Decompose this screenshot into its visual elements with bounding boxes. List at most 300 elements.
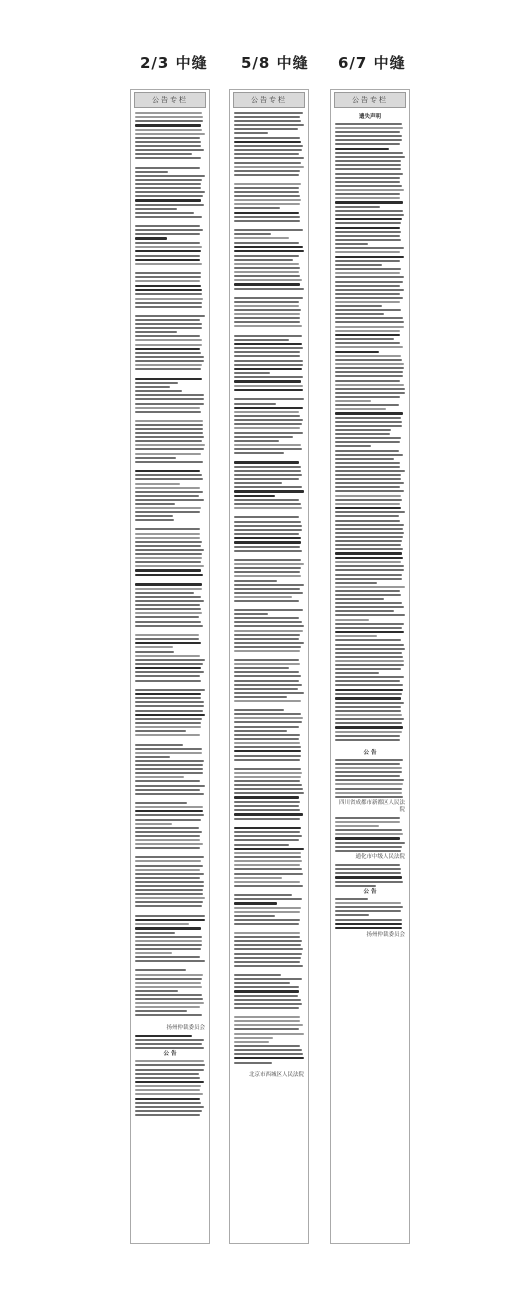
text-line: [135, 298, 203, 300]
text-line: [335, 714, 402, 716]
text-line: [234, 852, 301, 854]
text-line: [234, 1024, 303, 1026]
text-line: [135, 1110, 202, 1112]
text-line: [135, 171, 168, 173]
text-line: [135, 948, 201, 950]
text-line: [135, 881, 204, 883]
notice-text-block: [230, 110, 308, 1084]
text-line: [135, 600, 204, 602]
text-line: [335, 375, 403, 377]
text-line: [135, 289, 202, 291]
text-line: [335, 490, 404, 492]
text-line: [135, 588, 202, 590]
text-line: [234, 246, 303, 248]
text-line: [234, 207, 280, 209]
text-line: [234, 675, 301, 677]
text-line: [234, 436, 293, 438]
text-line: [335, 256, 404, 258]
text-line: [135, 697, 201, 699]
text-line: [335, 239, 401, 241]
text-line: [335, 515, 399, 517]
text-line: [335, 557, 403, 559]
notice-text-block: [331, 110, 409, 944]
text-line: [234, 525, 302, 527]
text-line: [135, 608, 201, 610]
text-line: [135, 293, 202, 295]
text-line: [135, 420, 203, 422]
text-line: [335, 384, 404, 386]
text-line: [234, 203, 300, 205]
text-line: [335, 251, 400, 253]
text-line: [234, 659, 299, 661]
text-line: [234, 478, 299, 480]
text-line: [234, 423, 302, 425]
text-line: [335, 652, 402, 654]
text-line: [335, 470, 405, 472]
text-line: [135, 179, 202, 181]
text-line: [335, 454, 403, 456]
text-line: [234, 567, 301, 569]
text-line: [135, 565, 204, 567]
text-line: [135, 756, 170, 758]
text-line: [335, 850, 401, 852]
text-line: [234, 617, 299, 619]
text-line: [234, 427, 300, 429]
column-title-2-3: 2/3 中缝: [140, 54, 208, 72]
text-line: [335, 565, 404, 567]
text-line: [234, 170, 300, 172]
text-line: [234, 461, 299, 463]
text-line: [234, 944, 301, 946]
text-line: [335, 177, 400, 179]
text-line: [135, 612, 202, 614]
text-line: [335, 590, 400, 592]
text-line: [335, 927, 402, 929]
text-line: [135, 919, 205, 921]
text-line: [135, 1064, 205, 1066]
text-line: [135, 327, 202, 329]
text-line: [135, 819, 201, 821]
text-line: [335, 656, 403, 658]
text-line: [335, 846, 402, 848]
text-line: [335, 648, 405, 650]
text-line: [234, 734, 300, 736]
text-line: [135, 616, 199, 618]
text-line: [135, 557, 202, 559]
signer-label: 北京市西城区人民法院: [248, 1071, 304, 1078]
text-line: [135, 157, 201, 159]
text-line: [135, 634, 199, 636]
text-line: [234, 183, 301, 185]
text-line: [335, 131, 400, 133]
text-line: [234, 953, 302, 955]
text-line: [234, 563, 304, 565]
notice-header: 公告专栏: [134, 92, 206, 108]
text-line: [335, 458, 394, 460]
text-line: [135, 382, 178, 384]
text-line: [335, 474, 401, 476]
text-line: [135, 411, 201, 413]
text-line: [335, 759, 403, 761]
text-line: [335, 503, 400, 505]
text-line: [234, 792, 304, 794]
text-line: [234, 630, 303, 632]
text-line: [234, 692, 304, 694]
text-line: [234, 339, 289, 341]
text-line: [234, 499, 299, 501]
text-line: [335, 623, 404, 625]
text-line: [234, 746, 301, 748]
text-line: [135, 229, 203, 231]
text-line: [135, 315, 205, 317]
text-line: [234, 521, 301, 523]
text-line: [135, 470, 200, 472]
notice-title: 公 告: [163, 1051, 177, 1058]
text-line: [135, 877, 200, 879]
text-line: [234, 788, 303, 790]
text-line: [234, 948, 303, 950]
text-line: [335, 644, 404, 646]
text-line: [135, 364, 202, 366]
text-line: [135, 823, 172, 825]
text-line: [335, 520, 400, 522]
text-line: [234, 688, 298, 690]
text-line: [135, 499, 204, 501]
text-line: [234, 609, 303, 611]
text-line: [234, 873, 303, 875]
text-line: [135, 776, 184, 778]
text-line: [335, 697, 401, 699]
text-line: [135, 453, 201, 455]
text-line: [335, 260, 400, 262]
text-line: [335, 201, 403, 203]
text-line: [335, 864, 400, 866]
text-line: [135, 843, 203, 845]
text-line: [234, 1037, 273, 1039]
text-line: [135, 116, 203, 118]
text-line: [234, 588, 300, 590]
text-line: [335, 532, 404, 534]
text-line: [135, 195, 203, 197]
text-line: [234, 634, 300, 636]
text-line: [135, 1102, 201, 1104]
text-line: [135, 175, 205, 177]
text-line: [135, 545, 201, 547]
text-line: [234, 818, 300, 820]
text-line: [135, 272, 201, 274]
text-line: [135, 701, 204, 703]
text-line: [234, 516, 299, 518]
text-line: [135, 216, 202, 218]
text-line: [135, 533, 200, 535]
text-line: [335, 148, 389, 150]
text-line: [234, 750, 301, 752]
text-line: [234, 199, 301, 201]
text-line: [135, 705, 204, 707]
text-line: [335, 783, 403, 785]
text-line: [335, 450, 399, 452]
text-line: [234, 212, 299, 214]
text-line: [335, 639, 401, 641]
text-line: [135, 487, 200, 489]
text-line: [135, 444, 205, 446]
text-line: [135, 448, 204, 450]
text-line: [234, 902, 277, 904]
text-line: [135, 764, 203, 766]
text-line: [234, 166, 304, 168]
text-line: [335, 552, 402, 554]
text-line: [234, 301, 299, 303]
text-line: [335, 668, 401, 670]
text-line: [234, 1045, 300, 1047]
text-line: [234, 848, 304, 850]
text-line: [335, 305, 382, 307]
text-line: [335, 404, 399, 406]
text-line: [234, 696, 287, 698]
text-line: [234, 486, 302, 488]
text-line: [234, 613, 268, 615]
text-line: [135, 768, 203, 770]
text-line: [335, 342, 400, 344]
text-line: [135, 112, 202, 114]
text-line: [335, 181, 400, 183]
text-line: [234, 1028, 299, 1030]
text-line: [135, 651, 174, 653]
text-line: [335, 825, 379, 827]
text-line: [234, 174, 299, 176]
text-line: [335, 264, 382, 266]
text-line: [135, 1035, 192, 1037]
text-line: [135, 237, 167, 239]
text-line: [135, 927, 201, 929]
text-line: [135, 167, 200, 169]
text-line: [135, 390, 182, 392]
text-line: [335, 578, 402, 580]
text-line: [335, 243, 368, 245]
text-line: [234, 742, 300, 744]
text-line: [135, 734, 200, 736]
text-line: [234, 432, 303, 434]
text-line: [135, 944, 202, 946]
text-line: [335, 160, 401, 162]
text-line: [135, 680, 201, 682]
text-line: [335, 872, 401, 874]
text-line: [335, 881, 403, 883]
text-line: [234, 709, 284, 711]
text-line: [335, 627, 402, 629]
text-line: [135, 1060, 204, 1062]
text-line: [135, 940, 202, 942]
text-line: [135, 398, 204, 400]
text-line: [234, 153, 299, 155]
text-line: [234, 796, 299, 798]
text-line: [135, 263, 202, 265]
text-line: [135, 360, 204, 362]
text-line: [335, 425, 402, 427]
text-line: [135, 378, 202, 380]
text-line: [135, 187, 201, 189]
text-line: [135, 802, 187, 804]
text-line: [135, 137, 200, 139]
text-line: [234, 288, 304, 290]
text-line: [234, 961, 300, 963]
text-line: [135, 549, 204, 551]
text-line: [135, 936, 202, 938]
text-line: [135, 461, 203, 463]
text-line: [234, 275, 300, 277]
text-line: [234, 1041, 269, 1043]
text-line: [135, 1098, 200, 1100]
text-line: [335, 767, 402, 769]
text-line: [135, 675, 200, 677]
text-line: [234, 663, 300, 665]
text-line: [135, 663, 203, 665]
text-line: [234, 844, 289, 846]
text-line: [335, 363, 404, 365]
text-line: [135, 793, 204, 795]
text-line: [234, 877, 282, 879]
text-line: [335, 710, 401, 712]
text-line: [135, 646, 173, 648]
text-line: [335, 495, 401, 497]
text-line: [335, 247, 404, 249]
text-line: [234, 911, 300, 913]
text-line: [135, 440, 202, 442]
text-line: [234, 368, 302, 370]
text-line: [135, 814, 204, 816]
text-line: [135, 960, 205, 962]
text-line: [234, 856, 301, 858]
text-line: [335, 210, 403, 212]
text-line: [335, 660, 404, 662]
text-line: [234, 713, 301, 715]
text-line: [135, 352, 201, 354]
notice-header: 公告专栏: [233, 92, 305, 108]
text-line: [335, 548, 403, 550]
text-line: [335, 664, 404, 666]
text-line: [335, 297, 403, 299]
text-line: [335, 763, 400, 765]
text-line: [335, 478, 401, 480]
text-line: [234, 242, 299, 244]
text-line: [135, 1069, 204, 1071]
text-line: [335, 829, 402, 831]
text-line: [234, 1020, 300, 1022]
text-line: [335, 326, 404, 328]
text-line: [335, 135, 402, 137]
text-line: [335, 123, 402, 125]
text-line: [335, 672, 379, 674]
text-line: [335, 693, 402, 695]
text-line: [135, 915, 205, 917]
text-line: [234, 470, 301, 472]
text-line: [135, 1039, 204, 1041]
text-line: [335, 540, 402, 542]
text-line: [135, 718, 202, 720]
text-line: [335, 396, 400, 398]
text-line: [335, 919, 402, 921]
text-line: [135, 621, 201, 623]
text-line: [234, 831, 300, 833]
text-line: [234, 1057, 304, 1059]
text-line: [234, 309, 301, 311]
text-line: [135, 149, 204, 151]
text-line: [135, 246, 202, 248]
text-line: [335, 689, 403, 691]
text-line: [335, 486, 400, 488]
text-line: [234, 667, 289, 669]
text-line: [135, 1047, 204, 1049]
text-line: [335, 272, 400, 274]
text-line: [135, 659, 205, 661]
text-line: [335, 706, 401, 708]
text-line: [135, 407, 200, 409]
text-line: [135, 932, 175, 934]
text-line: [234, 411, 299, 413]
text-line: [234, 120, 301, 122]
text-line: [234, 592, 303, 594]
text-line: [234, 974, 281, 976]
text-line: [234, 780, 300, 782]
text-line: [135, 133, 205, 135]
text-line: [234, 351, 300, 353]
text-line: [234, 995, 298, 997]
text-line: [135, 780, 200, 782]
text-line: [135, 124, 201, 126]
text-line: [135, 1043, 202, 1045]
text-line: [234, 325, 302, 327]
text-line: [335, 235, 400, 237]
text-line: [234, 267, 300, 269]
text-line: [335, 367, 404, 369]
text-line: [335, 619, 369, 621]
text-line: [335, 722, 402, 724]
text-line: [335, 771, 402, 773]
text-line: [335, 684, 403, 686]
text-line: [234, 444, 301, 446]
text-line: [234, 448, 302, 450]
text-line: [335, 569, 404, 571]
text-line: [234, 776, 301, 778]
text-line: [335, 330, 400, 332]
text-line: [135, 541, 202, 543]
text-line: [234, 784, 302, 786]
text-line: [234, 1033, 304, 1035]
signer-label: 扬州仲裁委员会: [166, 1024, 205, 1031]
text-line: [135, 693, 201, 695]
text-line: [335, 602, 402, 604]
text-line: [135, 604, 200, 606]
text-line: [234, 936, 300, 938]
text-line: [234, 305, 299, 307]
text-line: [335, 739, 400, 741]
text-line: [135, 204, 204, 206]
text-line: [335, 914, 369, 916]
text-line: [335, 788, 402, 790]
text-line: [234, 860, 302, 862]
text-line: [135, 153, 192, 155]
text-line: [135, 474, 202, 476]
text-line: [135, 722, 201, 724]
text-line: [135, 183, 201, 185]
text-line: [135, 428, 203, 430]
text-line: [135, 519, 174, 521]
text-line: [135, 865, 203, 867]
text-line: [234, 490, 304, 492]
text-line: [335, 898, 368, 900]
text-line: [135, 339, 202, 341]
text-line: [234, 923, 299, 925]
